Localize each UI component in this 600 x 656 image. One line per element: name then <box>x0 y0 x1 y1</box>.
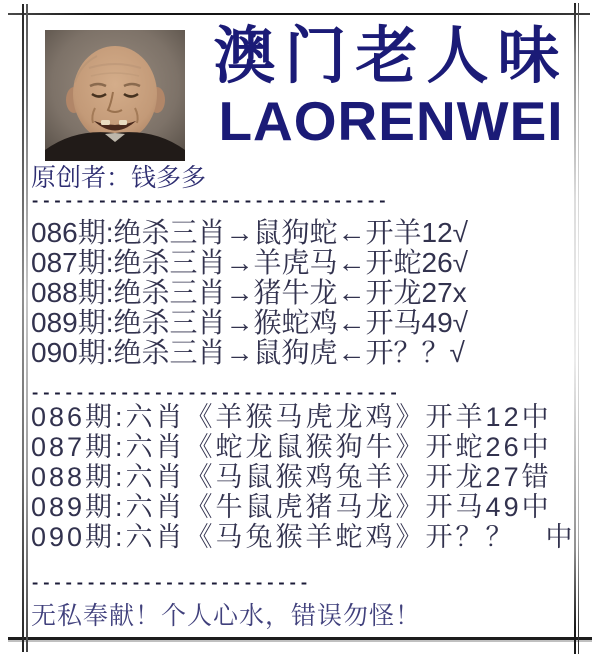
sanxiao-prediction-list <box>31 218 468 368</box>
prediction-row: 090期:六肖《马兔猴羊蛇鸡》开？？ 中 <box>31 522 576 552</box>
frame-left-line-2 <box>26 4 28 652</box>
masthead <box>195 20 587 152</box>
dashed-divider-1: -------------------------------- <box>30 193 389 212</box>
prediction-row: 087期:绝杀三肖→羊虎马←开蛇26√ <box>31 247 469 278</box>
prediction-row: 090期:绝杀三肖→鼠狗虎←开？？√ <box>31 337 465 368</box>
dashed-divider-2: --------------------------------- <box>30 385 400 404</box>
prediction-row: 089期:六肖《牛鼠虎猪马龙》开马49中 <box>31 492 552 522</box>
disclaimer-note: 无私奉献！个人心水，错误勿怪！ <box>31 602 422 630</box>
prediction-row: 086期:六肖《羊猴马虎龙鸡》开羊12中 <box>31 402 552 432</box>
site-title-latin: LAORENWEI <box>218 90 564 152</box>
elderly-man-photo <box>45 30 185 161</box>
prediction-row: 087期:六肖《蛇龙鼠猴狗牛》开蛇26中 <box>31 432 552 462</box>
site-title-chinese: 澳门老人味 <box>213 22 569 91</box>
liuxiao-prediction-list <box>31 402 576 552</box>
prediction-row: 088期:六肖《马鼠猴鸡兔羊》开龙27错 <box>31 462 552 492</box>
dashed-divider-3: ------------------------- <box>30 575 311 594</box>
prediction-row: 086期:绝杀三肖→鼠狗蛇←开羊12√ <box>31 217 469 248</box>
prediction-row: 088期:绝杀三肖→猪牛龙←开龙27x <box>31 277 467 308</box>
frame-bottom-line <box>8 637 592 640</box>
author-line: 原创者：钱多多 <box>31 164 207 192</box>
frame-left-line <box>22 4 24 652</box>
prediction-row: 089期:绝杀三肖→猴蛇鸡←开马49√ <box>31 307 469 338</box>
frame-top-line <box>8 13 590 15</box>
